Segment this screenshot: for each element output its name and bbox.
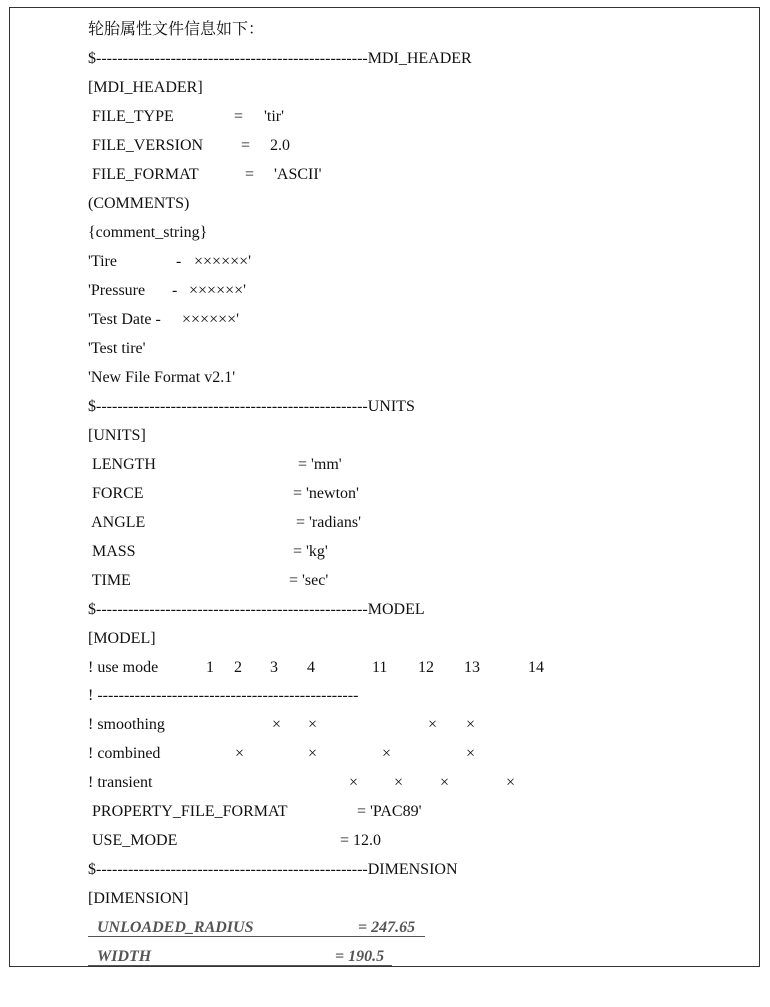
width-underline [88,965,392,966]
smoothing-mark-col-12: × [428,716,438,733]
transient-mark-col-a: × [349,774,359,791]
width-value: = 190.5 [335,948,385,965]
combined-mark-col-13: × [466,745,476,762]
separator-dimension: $---------------------------------------------------DIMENSION [88,861,458,878]
mdi-header-tag: [MDI_HEADER] [88,79,203,96]
transient-label: ! transient [88,774,153,791]
comments-tag: (COMMENTS) [88,195,190,212]
use-mode-value: = 12.0 [340,832,382,849]
units-length-value: = 'mm' [298,456,342,473]
combined-mark-col-11: × [382,745,392,762]
combined-mark-col-4: × [308,745,318,762]
combined-label: ! combined [88,745,161,762]
smoothing-label: ! smoothing [88,716,165,733]
comment-string: {comment_string} [88,224,208,241]
use-mode-rule: ! ------------------------------------------------- [88,687,359,704]
file-format-key: FILE_FORMAT [88,166,199,183]
unloaded-radius-key: UNLOADED_RADIUS [97,919,254,936]
file-version-value: 2.0 [270,137,290,154]
use-mode-col-12: 12 [418,659,434,676]
comment-testdate-value: ××××××' [182,311,240,328]
transient-mark-col-b: × [394,774,404,791]
use-mode-col-3: 3 [270,659,278,676]
file-format-eq: = [245,166,255,183]
comment-tire-value: ××××××' [194,253,252,270]
separator-units: $---------------------------------------------------UNITS [88,398,415,415]
file-type-key: FILE_TYPE [88,108,174,125]
smoothing-mark-col-13: × [466,716,476,733]
transient-mark-col-c: × [440,774,450,791]
file-type-eq: = [234,108,244,125]
unloaded-radius-value: = 247.65 [358,919,416,936]
file-version-eq: = [241,137,251,154]
comment-new-file-format: 'New File Format v2.1' [88,369,236,386]
units-mass-value: = 'kg' [293,543,328,560]
units-time-key: TIME [88,572,131,589]
units-time-value: = 'sec' [289,572,329,589]
file-version-key: FILE_VERSION [88,137,204,154]
file-format-value: 'ASCII' [274,166,322,183]
separator-mdi-header: $---------------------------------------------------MDI_HEADER [88,50,472,67]
width-key: WIDTH [97,948,152,965]
units-angle-key: ANGLE [88,514,146,531]
combined-mark-col-2: × [235,745,245,762]
use-mode-col-14: 14 [528,659,544,676]
file-type-value: 'tir' [264,108,284,125]
property-file-format-value: = 'PAC89' [357,803,422,820]
comment-pressure-dash: - [172,282,178,299]
units-length-key: LENGTH [88,456,156,473]
width-row [88,947,385,1007]
units-force-value: = 'newton' [293,485,359,502]
comment-test-tire: 'Test tire' [88,340,146,357]
separator-model: $---------------------------------------------------MODEL [88,601,425,618]
smoothing-mark-col-3: × [272,716,282,733]
use-mode-col-4: 4 [307,659,315,676]
use-mode-col-13: 13 [464,659,480,676]
use-mode-label: ! use mode [88,659,159,676]
comment-pressure-value: ××××××' [189,282,247,299]
intro-text: 轮胎属性文件信息如下： [88,21,265,38]
model-tag: [MODEL] [88,630,156,647]
property-file-format-key: PROPERTY_FILE_FORMAT [88,803,288,820]
comment-tire-key: 'Tire [88,253,117,270]
comment-tire-dash: - [176,253,182,270]
transient-mark-col-d: × [506,774,516,791]
unloaded-radius-underline [88,936,425,937]
units-tag: [UNITS] [88,427,146,444]
comment-pressure-key: 'Pressure [88,282,146,299]
use-mode-col-1: 1 [206,659,214,676]
units-mass-key: MASS [88,543,136,560]
use-mode-col-11: 11 [372,659,388,676]
use-mode-key: USE_MODE [88,832,178,849]
dimension-tag: [DIMENSION] [88,890,189,907]
smoothing-mark-col-4: × [308,716,318,733]
use-mode-col-2: 2 [234,659,242,676]
units-angle-value: = 'radians' [296,514,361,531]
units-force-key: FORCE [88,485,144,502]
comment-testdate-key: 'Test Date - [88,311,161,328]
